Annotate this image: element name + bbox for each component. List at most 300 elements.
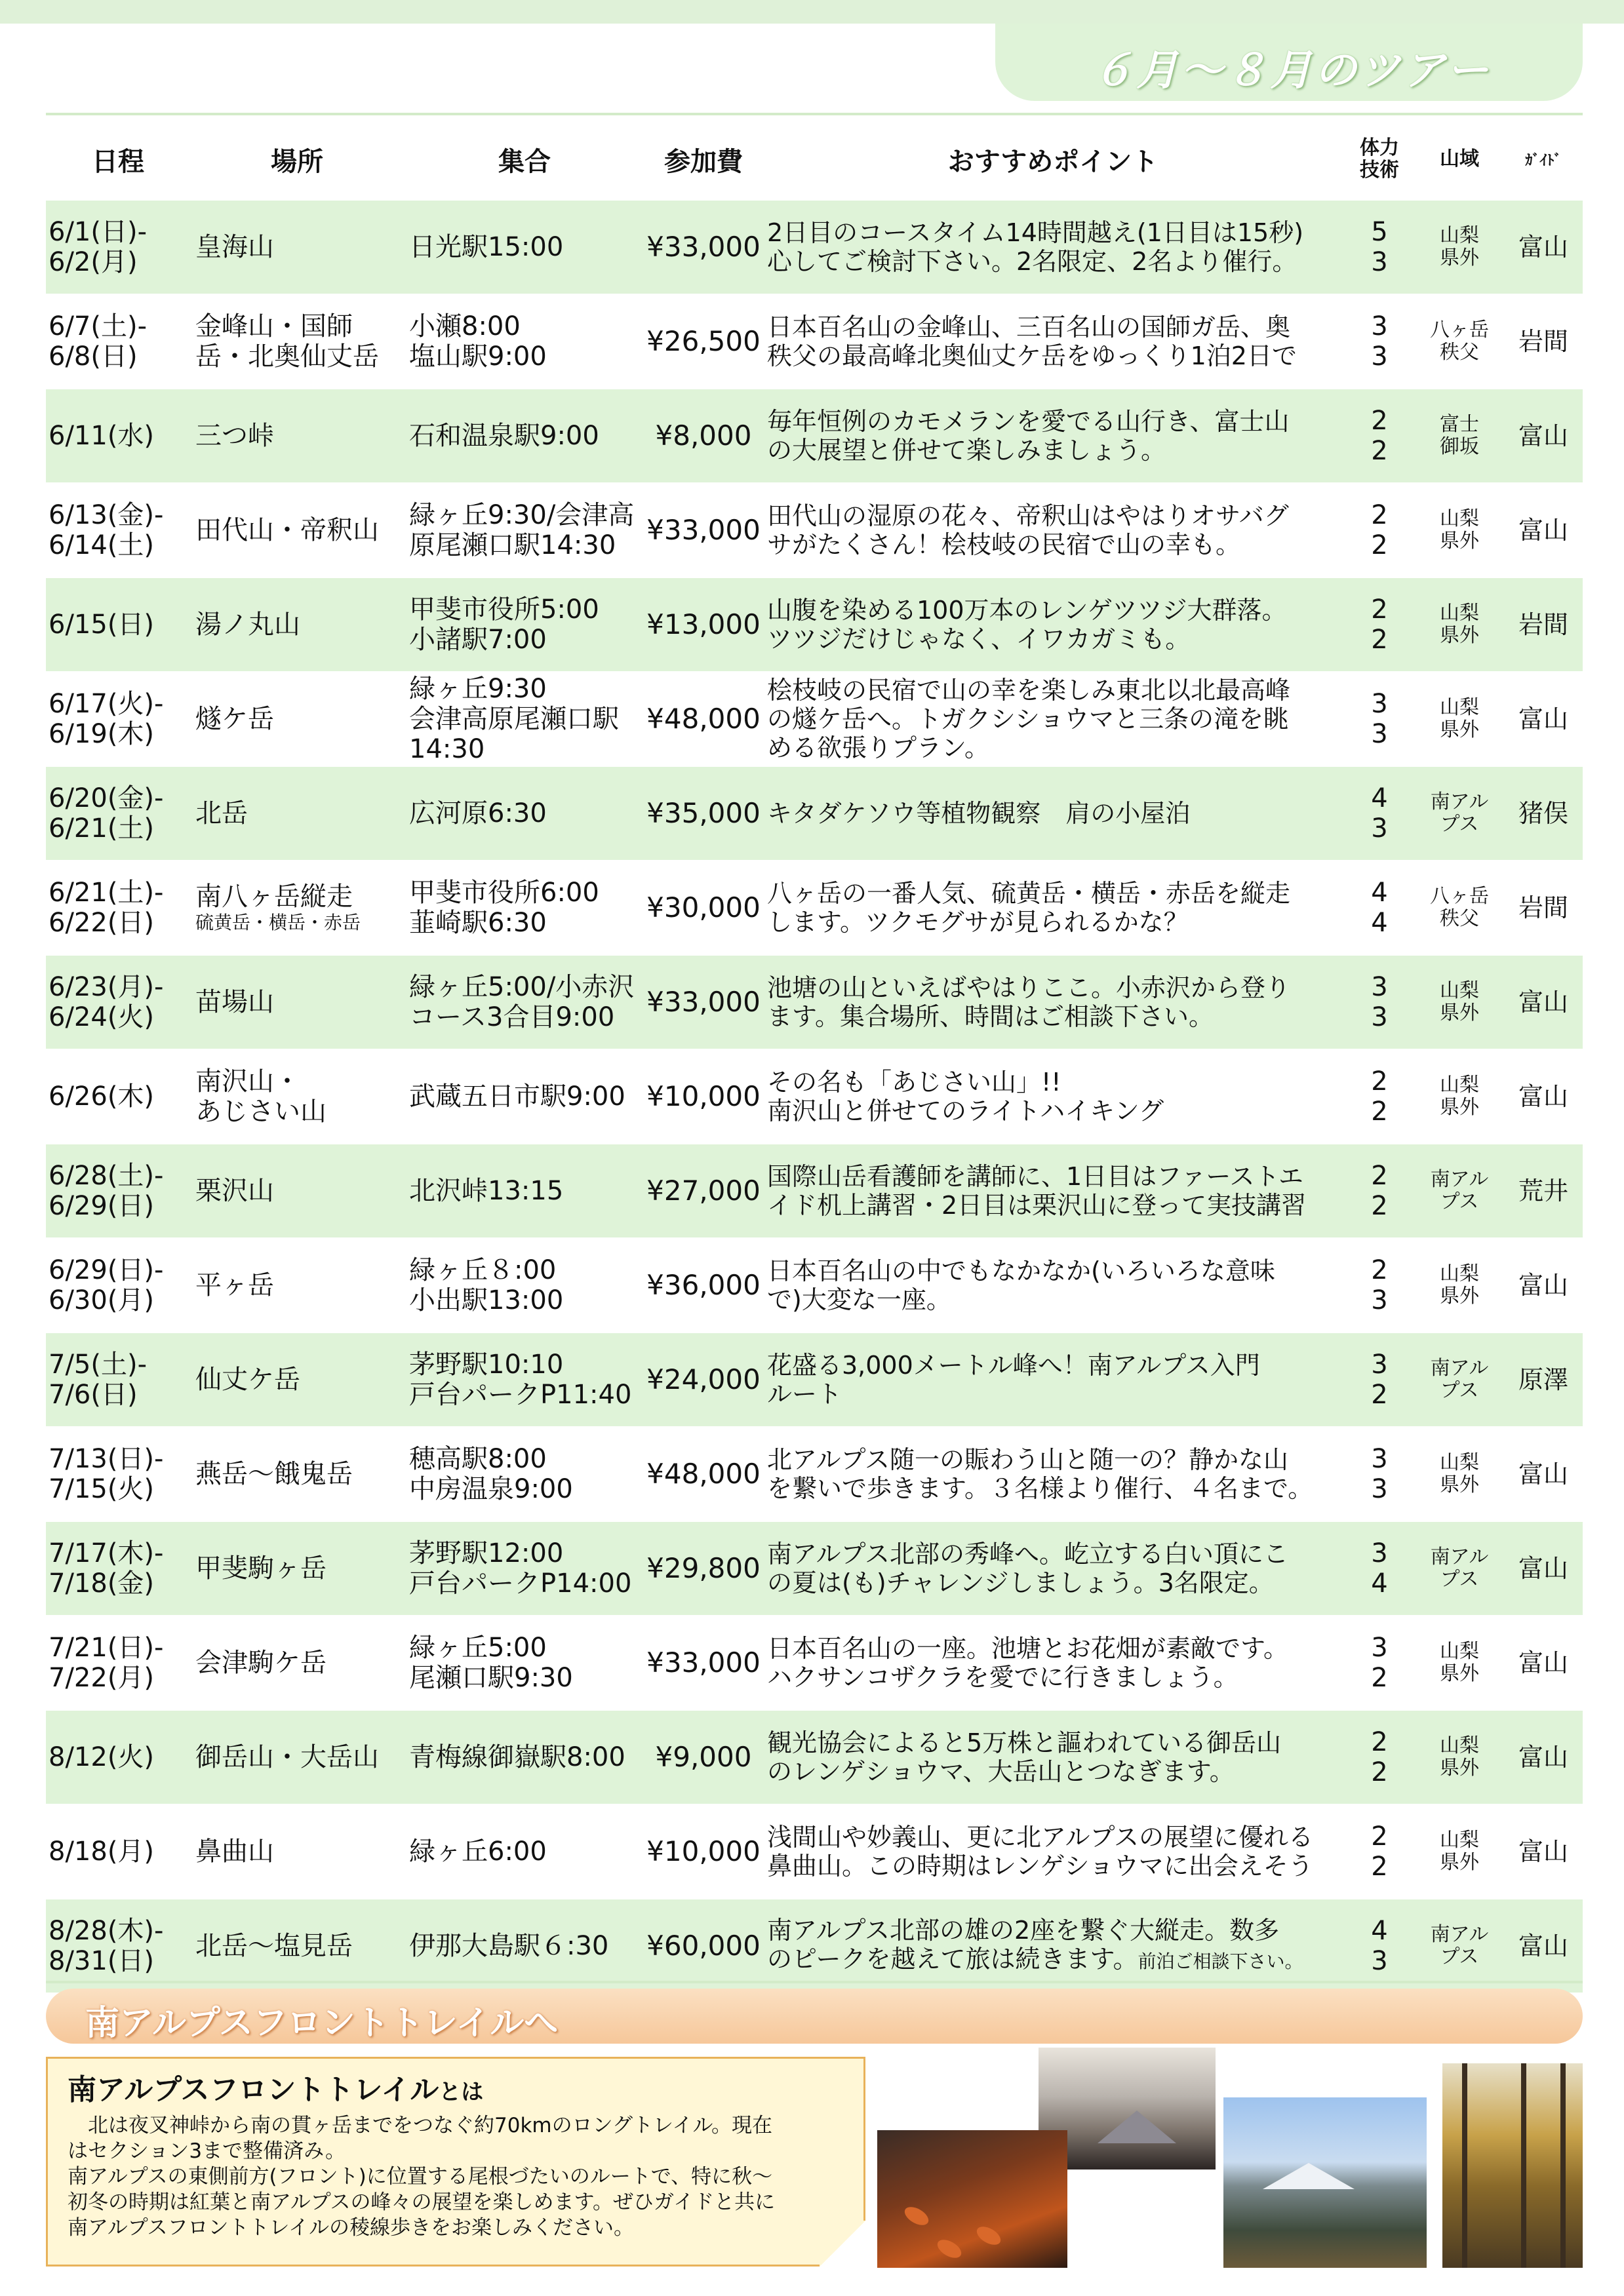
area-text: 県外: [1440, 624, 1479, 647]
point-text: 秩父の最高峰北奥仙丈ケ岳をゆっくり1泊2日で: [767, 341, 1297, 370]
stamina-value: 2: [1371, 1161, 1388, 1191]
area-text: プス: [1440, 1379, 1479, 1402]
page-title: ６月～８月のツアー: [1092, 47, 1491, 95]
meeting-text: 日光駅15:00: [409, 232, 564, 262]
meeting-text: 茅野駅10:10: [409, 1350, 564, 1380]
meeting-text: コース3合目9:00: [409, 1002, 615, 1032]
page-curl: [820, 2221, 865, 2267]
header-point: おすすめポイント: [947, 146, 1159, 177]
area-text: 県外: [1440, 1851, 1479, 1874]
table-row: [46, 200, 1583, 294]
meeting-text: 韮崎駅6:30: [409, 908, 547, 938]
date-cell: [46, 861, 190, 955]
table-header: [46, 119, 1583, 200]
table-row: [46, 1144, 1583, 1238]
guide-cell: 岩間: [1504, 577, 1583, 672]
title-tab: [995, 24, 1583, 101]
point-cell: [762, 577, 1344, 672]
date-text: 8/28(木)-: [49, 1916, 164, 1946]
date-text: 6/26(木): [49, 1081, 155, 1112]
point-text: ます。集合場所、時間はご相談下さい。: [767, 1002, 1214, 1031]
skill-value: 2: [1371, 1191, 1388, 1221]
mountain-shape: [1098, 2111, 1176, 2143]
skill-value: 3: [1371, 813, 1388, 844]
skill-value: 3: [1371, 719, 1388, 749]
level-cell: [1344, 766, 1415, 861]
skill-value: 4: [1371, 1568, 1388, 1599]
date-text: 7/5(土)-: [49, 1350, 148, 1380]
meeting-text: 伊那大島駅６:30: [409, 1931, 609, 1961]
area-text: 山梨: [1440, 1829, 1479, 1852]
area-text: 県外: [1440, 1096, 1479, 1119]
area-text: 山梨: [1440, 224, 1479, 247]
area-cell: [1415, 766, 1504, 861]
place-cell: [190, 483, 404, 577]
place-cell: [190, 766, 404, 861]
point-line: [767, 1852, 1344, 1880]
area-text: 県外: [1440, 718, 1479, 741]
meeting-cell: [404, 1238, 645, 1333]
skill-value: 2: [1371, 436, 1388, 466]
stamina-value: 2: [1371, 500, 1388, 530]
date-text: 6/23(月)-: [49, 972, 164, 1002]
table-row: [46, 672, 1583, 766]
header-meet: 集合: [498, 146, 551, 177]
meeting-cell: [404, 861, 645, 955]
point-text: ハクサンコザクラを愛でに行きましょう。: [767, 1663, 1238, 1692]
meeting-text: 小諸駅7:00: [409, 625, 547, 655]
tree-shape: [1560, 2063, 1566, 2268]
area-cell: [1415, 389, 1504, 483]
stamina-value: 3: [1371, 1350, 1388, 1380]
area-text: 富士: [1440, 413, 1479, 436]
point-text: その名も「あじさい山」!!: [767, 1068, 1061, 1097]
area-text: 県外: [1440, 530, 1479, 553]
point-text: 鼻曲山。この時期はレンゲショウマに出会えそう: [767, 1852, 1313, 1880]
point-line: [767, 1097, 1344, 1125]
date-text: 6/19(木): [49, 719, 155, 749]
date-text: 6/15(日): [49, 610, 155, 640]
area-text: 秩父: [1440, 907, 1479, 930]
date-text: 8/12(火): [49, 1742, 155, 1772]
meeting-cell: [404, 1049, 645, 1144]
snow-peak-shape: [1263, 2163, 1355, 2189]
point-text: 南アルプス北部の秀峰へ。屹立する白い頂にこ: [767, 1540, 1288, 1568]
meeting-text: 武蔵五日市駅9:00: [409, 1081, 625, 1112]
place-text: あじさい山: [195, 1097, 327, 1127]
fee-cell: ¥24,000: [645, 1333, 762, 1427]
place-cell: [190, 389, 404, 483]
area-cell: [1415, 1427, 1504, 1521]
section-banner: [46, 1989, 1583, 2044]
info-line: 南アルプスの東側前方(フロント)に位置する尾根づたいのルートで、特に秋～: [68, 2165, 773, 2189]
date-text: 6/2(月): [49, 247, 138, 277]
guide-cell: 富山: [1504, 1710, 1583, 1804]
fee-cell: ¥33,000: [645, 483, 762, 577]
point-line: [767, 1663, 1344, 1692]
meeting-text: 緑ヶ丘9:30: [409, 674, 547, 704]
table-row: [46, 577, 1583, 672]
fee-cell: ¥60,000: [645, 1899, 762, 1993]
stamina-value: 2: [1371, 1255, 1388, 1285]
point-text: 国際山岳看護師を講師に、1日目はファーストエ: [767, 1162, 1303, 1191]
table-row: [46, 1238, 1583, 1333]
stamina-value: 3: [1371, 1633, 1388, 1663]
point-text: サがたくさん！桧枝岐の民宿で山の幸も。: [767, 530, 1241, 559]
place-cell: [190, 577, 404, 672]
guide-cell: 富山: [1504, 1521, 1583, 1616]
skill-value: 2: [1371, 625, 1388, 655]
area-cell: [1415, 577, 1504, 672]
place-text: 栗沢山: [195, 1176, 274, 1206]
date-cell: [46, 389, 190, 483]
guide-cell: 富山: [1504, 1049, 1583, 1144]
point-cell: [762, 1899, 1344, 1993]
date-text: 6/20(金)-: [49, 783, 164, 813]
area-cell: [1415, 1333, 1504, 1427]
header-area: 山域: [1440, 147, 1479, 170]
point-line: [767, 705, 1344, 733]
place-text: 岳・北奥仙丈岳: [195, 341, 379, 372]
stamina-value: 2: [1371, 594, 1388, 625]
place-cell: [190, 1804, 404, 1899]
date-text: 7/21(日)-: [49, 1633, 164, 1663]
level-cell: [1344, 1427, 1415, 1521]
fee-cell: ¥9,000: [645, 1710, 762, 1804]
meeting-text: 茅野駅12:00: [409, 1538, 564, 1568]
fee-cell: ¥48,000: [645, 1427, 762, 1521]
meeting-cell: [404, 389, 645, 483]
date-cell: [46, 1333, 190, 1427]
point-text: 心してご検討下さい。2名限定、2名より催行。: [767, 247, 1297, 276]
fee-cell: ¥36,000: [645, 1238, 762, 1333]
fee-cell: ¥26,500: [645, 294, 762, 389]
table-row: [46, 1521, 1583, 1616]
area-cell: [1415, 1049, 1504, 1144]
skill-value: 4: [1371, 908, 1388, 938]
area-text: 山梨: [1440, 602, 1479, 625]
point-text: 花盛る3,000メートル峰へ！南アルプス入門: [767, 1351, 1260, 1380]
table-row: [46, 389, 1583, 483]
point-cell: [762, 1238, 1344, 1333]
date-cell: [46, 1238, 190, 1333]
fee-cell: ¥29,800: [645, 1521, 762, 1616]
guide-cell: 富山: [1504, 483, 1583, 577]
guide-cell: 富山: [1504, 1427, 1583, 1521]
level-cell: [1344, 1238, 1415, 1333]
area-text: 山梨: [1440, 1262, 1479, 1285]
place-cell: [190, 861, 404, 955]
meeting-text: 原尾瀬口駅14:30: [409, 530, 616, 560]
place-text: 金峰山・国師: [195, 311, 353, 341]
stamina-value: 2: [1371, 1727, 1388, 1757]
meeting-cell: [404, 200, 645, 294]
point-line: [767, 1285, 1344, 1314]
meeting-cell: [404, 1899, 645, 1993]
point-text: キタダケソウ等植物観察 肩の小屋泊: [767, 799, 1191, 828]
point-text: 日本百名山の中でもなかなか(いろいろな意味: [767, 1256, 1275, 1285]
table-row: [46, 1899, 1583, 1993]
fee-cell: ¥8,000: [645, 389, 762, 483]
info-title-main: 南アルプスフロントトレイル: [68, 2073, 439, 2107]
level-cell: [1344, 1144, 1415, 1238]
guide-cell: 富山: [1504, 1616, 1583, 1710]
point-text: を繋いで歩きます。３名様より催行、４名まで。: [767, 1474, 1313, 1503]
place-cell: [190, 1049, 404, 1144]
level-cell: [1344, 1616, 1415, 1710]
point-cell: [762, 294, 1344, 389]
date-cell: [46, 577, 190, 672]
area-text: 県外: [1440, 1473, 1479, 1496]
point-text: 南沢山と併せてのライトハイキング: [767, 1097, 1164, 1125]
guide-cell: 富山: [1504, 1238, 1583, 1333]
place-text: 北岳～塩見岳: [195, 1931, 353, 1961]
guide-cell: 富山: [1504, 1804, 1583, 1899]
info-line: はセクション3まで整備済み。: [68, 2139, 346, 2163]
area-text: 南アル: [1430, 1168, 1489, 1191]
point-text: 日本百名山の金峰山、三百名山の国師ガ岳、奥: [767, 313, 1291, 341]
date-text: 6/7(土)-: [49, 311, 148, 341]
point-text: します。ツクモグサが見られるかな？: [767, 908, 1189, 937]
point-text: の夏は(も)チャレンジしましょう。3名限定。: [767, 1568, 1274, 1597]
info-title-suffix: とは: [439, 2079, 484, 2105]
place-text: 南八ヶ岳縦走: [195, 882, 353, 912]
point-text: 八ヶ岳の一番人気、硫黄岳・横岳・赤岳を縦走: [767, 879, 1291, 908]
area-cell: [1415, 861, 1504, 955]
stamina-value: 2: [1371, 406, 1388, 436]
fee-cell: ¥30,000: [645, 861, 762, 955]
area-text: 県外: [1440, 1285, 1479, 1308]
place-text: 湯ノ丸山: [195, 610, 300, 640]
area-text: 山梨: [1440, 507, 1479, 530]
place-cell: [190, 294, 404, 389]
date-text: 7/15(火): [49, 1474, 155, 1504]
point-cell: [762, 1710, 1344, 1804]
area-text: 山梨: [1440, 1451, 1479, 1474]
date-text: 6/21(土)-: [49, 878, 164, 908]
date-text: 6/30(月): [49, 1285, 155, 1315]
point-text: 浅間山や妙義山、更に北アルプスの展望に優れる: [767, 1823, 1313, 1852]
area-text: 県外: [1440, 1757, 1479, 1780]
point-cell: [762, 1144, 1344, 1238]
info-title: [68, 2072, 844, 2111]
point-line: [767, 247, 1344, 276]
meeting-text: 小出駅13:00: [409, 1285, 564, 1315]
date-cell: [46, 483, 190, 577]
level-cell: [1344, 294, 1415, 389]
place-text: 南沢山・: [195, 1066, 300, 1097]
guide-cell: 富山: [1504, 389, 1583, 483]
meeting-text: 緑ヶ丘5:00/小赤沢: [409, 972, 635, 1002]
point-text: ルート: [767, 1380, 842, 1409]
place-text: 北岳: [195, 798, 248, 828]
date-text: 6/14(土): [49, 530, 155, 560]
header-date: 日程: [92, 146, 144, 177]
date-cell: [46, 1899, 190, 1993]
area-cell: [1415, 1144, 1504, 1238]
area-text: 山梨: [1440, 696, 1479, 719]
point-text: 山腹を染める100万本のレンゲツツジ大群落。: [767, 596, 1287, 625]
point-text: イド机上講習・2日目は栗沢山に登って実技講習: [767, 1191, 1307, 1220]
date-text: 8/31(日): [49, 1946, 155, 1976]
point-cell: [762, 861, 1344, 955]
guide-cell: 岩間: [1504, 294, 1583, 389]
date-cell: [46, 1804, 190, 1899]
table-row: [46, 483, 1583, 577]
area-cell: [1415, 200, 1504, 294]
meeting-text: 甲斐市役所5:00: [409, 594, 599, 625]
fee-cell: ¥48,000: [645, 672, 762, 766]
point-cell: [762, 672, 1344, 766]
skill-value: 3: [1371, 247, 1388, 277]
place-cell: [190, 1427, 404, 1521]
level-cell: [1344, 861, 1415, 955]
header-guide: ｶﾞｲﾄﾞ: [1525, 152, 1562, 169]
area-cell: [1415, 483, 1504, 577]
date-cell: [46, 672, 190, 766]
meeting-cell: [404, 766, 645, 861]
area-cell: [1415, 1616, 1504, 1710]
point-line: [767, 341, 1344, 370]
area-text: プス: [1440, 1568, 1479, 1591]
area-text: 県外: [1440, 1662, 1479, 1685]
leaf-shape: [901, 2203, 932, 2228]
header-skill: 技術: [1360, 159, 1399, 182]
area-text: 南アル: [1430, 1546, 1489, 1568]
meeting-text: 北沢峠13:15: [409, 1176, 564, 1206]
area-cell: [1415, 955, 1504, 1049]
skill-value: 2: [1371, 1757, 1388, 1787]
skill-value: 2: [1371, 530, 1388, 560]
meeting-text: 中房温泉9:00: [409, 1474, 573, 1504]
place-text: 鼻曲山: [195, 1837, 274, 1867]
table-row: [46, 766, 1583, 861]
photo-hikers-forest: [1442, 2063, 1583, 2268]
meeting-text: 甲斐市役所6:00: [409, 878, 599, 908]
date-cell: [46, 1710, 190, 1804]
fee-cell: ¥27,000: [645, 1144, 762, 1238]
table-row: [46, 1427, 1583, 1521]
point-text: で)大変な一座。: [767, 1285, 951, 1314]
point-line: [767, 1757, 1344, 1786]
table-row: [46, 1710, 1583, 1804]
meeting-cell: [404, 672, 645, 766]
info-line: 初冬の時期は紅葉と南アルプスの峰々の展望を楽しめます。ぜひガイドと共に: [68, 2190, 776, 2214]
level-cell: [1344, 1899, 1415, 1993]
stamina-value: 4: [1371, 878, 1388, 908]
skill-value: 3: [1371, 1946, 1388, 1976]
point-text: 北アルプス随一の賑わう山と随一の？静かな山: [767, 1445, 1288, 1474]
area-cell: [1415, 1804, 1504, 1899]
date-text: 6/28(土)-: [49, 1161, 164, 1191]
fee-cell: ¥33,000: [645, 1616, 762, 1710]
meeting-text: 青梅線御嶽駅8:00: [409, 1742, 625, 1772]
guide-cell: 原澤: [1504, 1333, 1583, 1427]
point-line: [767, 1568, 1344, 1597]
meeting-cell: [404, 1804, 645, 1899]
meeting-text: 戸台パークP14:00: [409, 1568, 632, 1599]
area-text: プス: [1440, 1190, 1479, 1213]
table-row: [46, 1804, 1583, 1899]
area-cell: [1415, 1710, 1504, 1804]
level-cell: [1344, 577, 1415, 672]
info-line: 南アルプスフロントトレイルの稜線歩きをお楽しみください。: [68, 2216, 634, 2240]
area-text: 山梨: [1440, 1074, 1479, 1097]
level-cell: [1344, 1333, 1415, 1427]
date-text: 6/29(日): [49, 1191, 155, 1221]
tree-shape: [1521, 2063, 1526, 2268]
point-cell: [762, 1616, 1344, 1710]
level-cell: [1344, 672, 1415, 766]
meeting-text: 戸台パークP11:40: [409, 1380, 632, 1410]
place-cell: [190, 1144, 404, 1238]
skill-value: 3: [1371, 1285, 1388, 1315]
table-body: [46, 200, 1583, 1993]
meeting-text: 石和温泉駅9:00: [409, 421, 599, 451]
meeting-cell: [404, 1521, 645, 1616]
meeting-text: 小瀬8:00: [409, 311, 521, 341]
meeting-cell: [404, 294, 645, 389]
photo-autumn-leaves: [877, 2130, 1067, 2268]
top-band: [0, 0, 1624, 24]
place-cell: [190, 672, 404, 766]
guide-cell: 猪俣: [1504, 766, 1583, 861]
place-text: 御岳山・大岳山: [195, 1742, 379, 1772]
fee-cell: ¥33,000: [645, 955, 762, 1049]
meeting-text: 広河原6:30: [409, 798, 547, 828]
point-cell: [762, 766, 1344, 861]
date-cell: [46, 294, 190, 389]
date-text: 7/18(金): [49, 1568, 155, 1599]
point-text: 南アルプス北部の雄の2座を繋ぐ大縦走。数多: [767, 1916, 1280, 1945]
header-fee: 参加費: [664, 146, 743, 177]
skill-value: 2: [1371, 1380, 1388, 1410]
area-text: 山梨: [1440, 1734, 1479, 1757]
table-row: [46, 1616, 1583, 1710]
point-cell: [762, 1804, 1344, 1899]
date-text: 6/8(日): [49, 341, 138, 372]
stamina-value: 3: [1371, 311, 1388, 341]
meeting-text: 尾瀬口駅9:30: [409, 1663, 573, 1693]
point-line: [767, 530, 1344, 559]
date-text: 6/11(水): [49, 421, 155, 451]
point-cell: [762, 955, 1344, 1049]
point-text: の燧ケ岳へ。トガクシショウマと三条の滝を眺: [767, 705, 1289, 733]
point-line: [767, 1002, 1344, 1031]
stamina-value: 3: [1371, 1538, 1388, 1568]
point-text: める欲張りプラン。: [767, 733, 989, 762]
place-text: 苗場山: [195, 987, 274, 1017]
point-text: の大展望と併せて楽しみましょう。: [767, 436, 1166, 465]
area-text: 県外: [1440, 246, 1479, 269]
date-text: 7/22(月): [49, 1663, 155, 1693]
stamina-value: 5: [1371, 217, 1388, 247]
stamina-value: 2: [1371, 1821, 1388, 1852]
point-text: 日本百名山の一座。池塘とお花畑が素敵です。: [767, 1634, 1288, 1663]
fee-cell: ¥13,000: [645, 577, 762, 672]
area-cell: [1415, 294, 1504, 389]
skill-value: 2: [1371, 1663, 1388, 1693]
date-text: 6/21(土): [49, 813, 155, 844]
date-cell: [46, 1144, 190, 1238]
level-cell: [1344, 955, 1415, 1049]
leaf-shape: [934, 2236, 964, 2261]
info-box: [46, 2057, 865, 2267]
meeting-text: 穂高駅8:00: [409, 1444, 547, 1474]
point-cell: [762, 389, 1344, 483]
area-text: 御坂: [1440, 435, 1479, 458]
fee-cell: ¥10,000: [645, 1049, 762, 1144]
